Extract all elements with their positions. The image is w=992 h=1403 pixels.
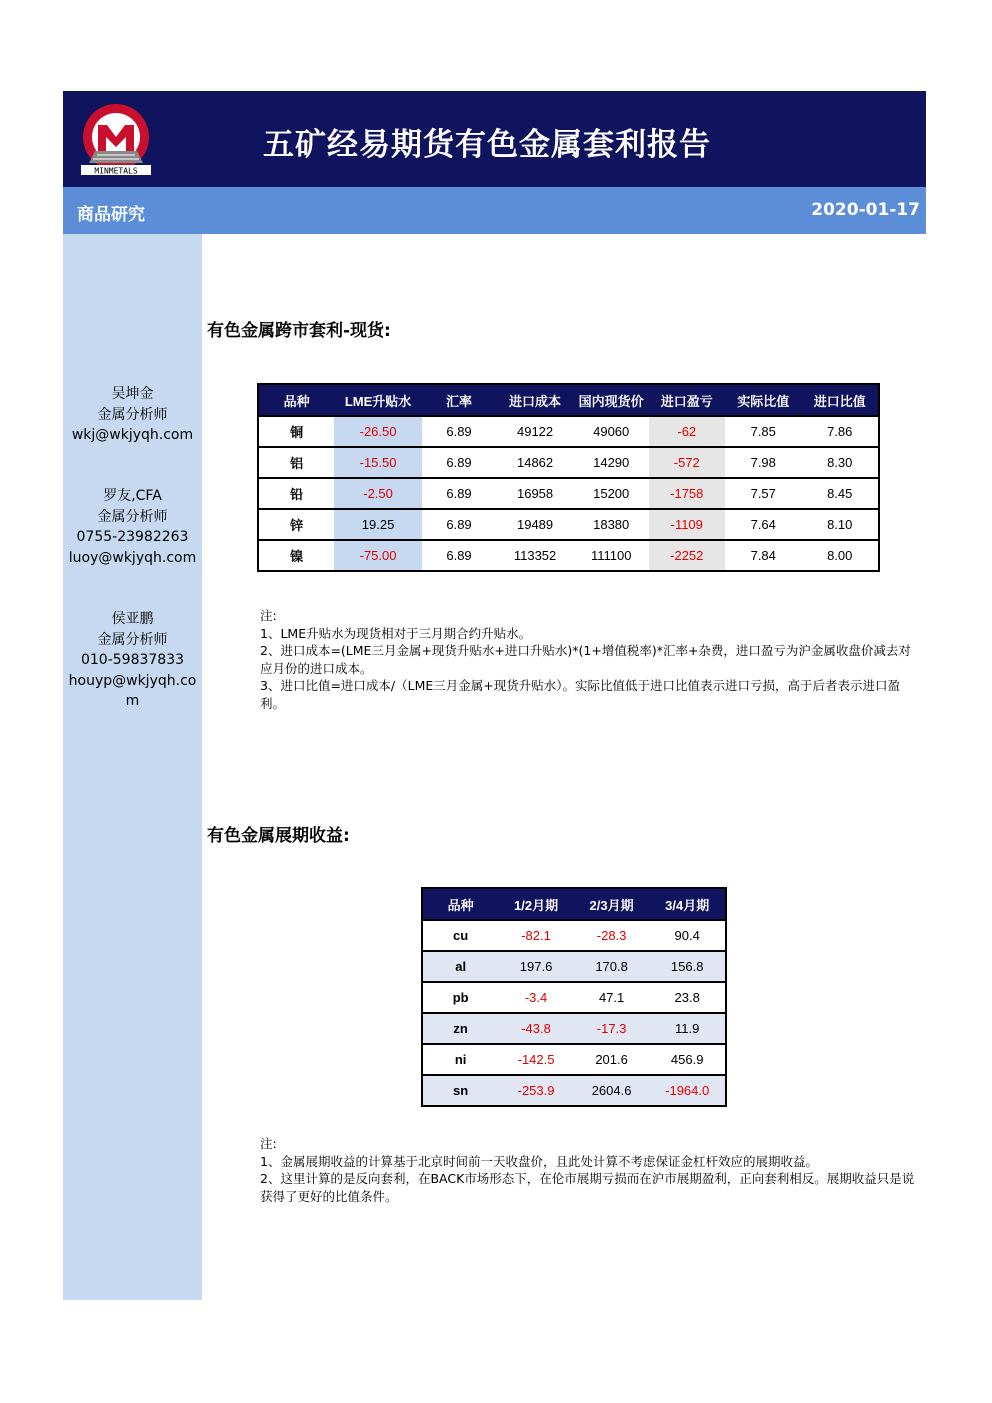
table-cell: 8.10 <box>801 509 879 540</box>
table-cell: 11.9 <box>649 1013 726 1044</box>
table-cell: 113352 <box>496 540 574 571</box>
analyst-phone: 0755-23982263 <box>76 529 189 545</box>
table-cell: -75.00 <box>334 540 421 571</box>
table-cell: -43.8 <box>498 1013 574 1044</box>
note-line: 注: <box>260 608 277 623</box>
table-header-row <box>422 888 726 920</box>
table-cell: 90.4 <box>649 920 726 951</box>
table-cell: 19.25 <box>334 509 421 540</box>
note-line: 2、进口成本=(LME三月金属+现货升贴水+进口升贴水)*(1+增值税率)*汇率+杂费，进口盈亏为沪金属收盘价减去对应月份的进口成本。 <box>260 643 911 676</box>
category-label: 商品研究 <box>77 205 145 225</box>
section-title-roll-yield: 有色金属展期收益: <box>207 826 350 846</box>
table-row <box>258 416 879 447</box>
table-cell: 197.6 <box>498 951 574 982</box>
analyst-role: 金属分析师 <box>97 508 168 525</box>
table-cell: 6.89 <box>422 540 496 571</box>
table-cell: 16958 <box>496 478 574 509</box>
column-header: LME升贴水 <box>334 384 421 416</box>
roll-yield-table <box>421 887 727 1107</box>
section1-notes <box>260 607 920 712</box>
row-label: 铜 <box>258 416 334 447</box>
table-row <box>258 509 879 540</box>
column-header: 1/2月期 <box>498 888 574 920</box>
note-line: 3、进口比值=进口成本/（LME三月金属+现货升贴水）。实际比值低于进口比值表示进口亏损，高于后者表示进口盈利。 <box>260 678 901 711</box>
analyst-role: 金属分析师 <box>97 406 168 423</box>
column-header: 汇率 <box>422 384 496 416</box>
table-cell: -82.1 <box>498 920 574 951</box>
row-label: al <box>422 951 498 982</box>
analyst-role: 金属分析师 <box>97 631 168 648</box>
column-header: 国内现货价 <box>574 384 649 416</box>
table-cell: 7.57 <box>725 478 801 509</box>
table-cell: -1964.0 <box>649 1075 726 1106</box>
table-cell: 456.9 <box>649 1044 726 1075</box>
column-header: 品种 <box>258 384 334 416</box>
table-cell: -2252 <box>649 540 726 571</box>
row-label: ni <box>422 1044 498 1075</box>
table-cell: 6.89 <box>422 447 496 478</box>
section2-notes <box>260 1135 920 1205</box>
table-cell: 15200 <box>574 478 649 509</box>
table-cell: 8.45 <box>801 478 879 509</box>
table-cell: 14290 <box>574 447 649 478</box>
report-header <box>63 91 926 187</box>
table-row <box>422 1013 726 1044</box>
row-label: 铝 <box>258 447 334 478</box>
report-date: 2020-01-17 <box>811 200 920 220</box>
table-cell: 7.86 <box>801 416 879 447</box>
table-row <box>422 982 726 1013</box>
table-cell: 8.30 <box>801 447 879 478</box>
table-row <box>258 447 879 478</box>
row-label: 锌 <box>258 509 334 540</box>
table-cell: 7.84 <box>725 540 801 571</box>
table-cell: -3.4 <box>498 982 574 1013</box>
table-cell: 14862 <box>496 447 574 478</box>
note-line: 注: <box>260 1136 277 1151</box>
table-row <box>422 1075 726 1106</box>
row-label: 镍 <box>258 540 334 571</box>
table-cell: 18380 <box>574 509 649 540</box>
table-cell: 2604.6 <box>574 1075 650 1106</box>
table-row <box>258 478 879 509</box>
row-label: zn <box>422 1013 498 1044</box>
table-cell: 156.8 <box>649 951 726 982</box>
note-line: 1、LME升贴水为现货相对于三月期合约升贴水。 <box>260 625 532 641</box>
column-header: 进口成本 <box>496 384 574 416</box>
category-bar <box>63 187 926 234</box>
row-label: 铅 <box>258 478 334 509</box>
analyst-name: 罗友,CFA <box>103 488 162 504</box>
analyst-card <box>63 486 202 568</box>
report-title: 五矿经易期货有色金属套利报告 <box>263 127 711 163</box>
cross-market-arbitrage-table <box>257 383 880 572</box>
table-cell: 47.1 <box>574 982 650 1013</box>
table-cell: -253.9 <box>498 1075 574 1106</box>
analyst-email[interactable]: wkj@wkjyqh.com <box>71 427 194 443</box>
table-cell: 7.85 <box>725 416 801 447</box>
row-label: sn <box>422 1075 498 1106</box>
analyst-card <box>63 609 202 712</box>
table-cell: 6.89 <box>422 416 496 447</box>
analyst-name: 吴坤金 <box>111 386 154 402</box>
table-cell: 8.00 <box>801 540 879 571</box>
note-line: 2、这里计算的是反向套利，在BACK市场形态下，在伦市展期亏损而在沪市展期盈利，正向套利相反。展期收益只是说获得了更好的比值条件。 <box>260 1171 915 1204</box>
table-row <box>422 920 726 951</box>
table-cell: -572 <box>649 447 726 478</box>
table-cell: 6.89 <box>422 478 496 509</box>
table-cell: 111100 <box>574 540 649 571</box>
analyst-email-continued[interactable]: m <box>125 693 140 709</box>
analyst-card <box>63 384 202 446</box>
row-label: cu <box>422 920 498 951</box>
table-row <box>422 1044 726 1075</box>
analyst-email[interactable]: luoy@wkjyqh.com <box>68 549 197 566</box>
table-header-row <box>258 384 879 416</box>
table-cell: -2.50 <box>334 478 421 509</box>
table-cell: 201.6 <box>574 1044 650 1075</box>
analyst-email[interactable]: houyp@wkjyqh.co <box>68 672 197 689</box>
column-header: 2/3月期 <box>574 888 650 920</box>
logo-text: MINMETALS <box>94 166 138 176</box>
section-title-cross-market: 有色金属跨市套利-现货: <box>207 321 391 341</box>
analyst-sidebar <box>63 234 202 1300</box>
table-cell: 7.98 <box>725 447 801 478</box>
analyst-name: 侯亚鹏 <box>111 611 154 627</box>
table-cell: -28.3 <box>574 920 650 951</box>
row-label: pb <box>422 982 498 1013</box>
table-cell: -142.5 <box>498 1044 574 1075</box>
table-row <box>258 540 879 571</box>
minmetals-logo <box>79 101 153 177</box>
table-cell: 170.8 <box>574 951 650 982</box>
table-cell: -62 <box>649 416 726 447</box>
column-header: 实际比值 <box>725 384 801 416</box>
table-row <box>422 951 726 982</box>
column-header: 3/4月期 <box>649 888 726 920</box>
table-cell: -1109 <box>649 509 726 540</box>
table-cell: 19489 <box>496 509 574 540</box>
table-cell: 49122 <box>496 416 574 447</box>
table-cell: 49060 <box>574 416 649 447</box>
table-cell: -1758 <box>649 478 726 509</box>
note-line: 1、金属展期收益的计算基于北京时间前一天收盘价，且此处计算不考虑保证金杠杆效应的展期收益。 <box>260 1153 818 1169</box>
table-cell: 23.8 <box>649 982 726 1013</box>
table-cell: -26.50 <box>334 416 421 447</box>
table-cell: -15.50 <box>334 447 421 478</box>
column-header: 品种 <box>422 888 498 920</box>
column-header: 进口比值 <box>801 384 879 416</box>
column-header: 进口盈亏 <box>649 384 726 416</box>
table-cell: -17.3 <box>574 1013 650 1044</box>
table-cell: 6.89 <box>422 509 496 540</box>
table-cell: 7.64 <box>725 509 801 540</box>
analyst-phone: 010-59837833 <box>80 652 185 668</box>
